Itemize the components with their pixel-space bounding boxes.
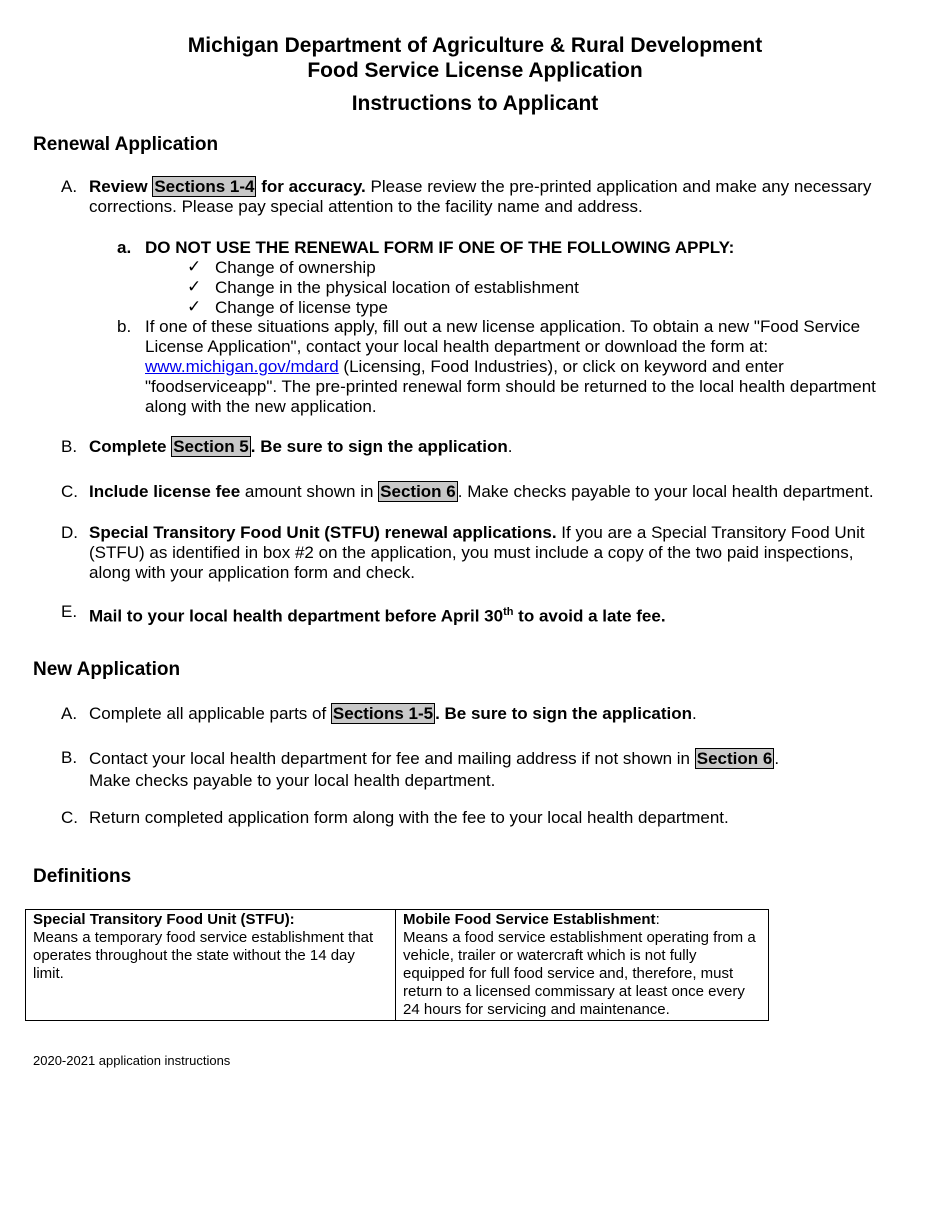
title-line-2: Food Service License Application [307,59,643,82]
sub-b-label: b. [117,317,132,336]
renewal-c-text: Include license fee amount shown in Section 6 . Make checks payable to your local health department. [89,482,874,501]
renewal-a-text: Review Sections 1-4 for accuracy. Please review the pre-printed application and make any necessary corrections. Please pay special attention to the facility name and address. [89,177,872,216]
renewal-a-label: A. [61,177,78,196]
renewal-heading: Renewal Application [33,134,219,155]
renewal-e-label: E. [61,602,78,621]
mobile-description: Means a food service establishment operating from a vehicle, trailer or watercraft which is not fully equipped for full food service and, therefore, must return to a licensed commissary at least once every 24 hours for servicing and maintenance. [403,929,756,1018]
new-b-label: B. [61,748,78,767]
stfu-term: Special Transitory Food Unit (STFU): [33,911,295,928]
check-icon: ✓ [187,277,202,296]
document-title [0,33,950,83]
stfu-definition [26,910,396,1021]
renewal-e-text: Mail to your local health department before April 30th to avoid a late fee. [89,606,666,626]
sub-b-text: If one of these situations apply, fill out a new license application. To obtain a new "Food Service License Application", contact your local health department or download the form at: www.michigan.gov/mdard (Licensing, Food Industries), or click on keyword and enter "foodserviceapp". The pre-printed renewal form should be returned to the local health department along with the new application. [145,317,876,416]
instructions-heading: Instructions to Applicant [351,92,599,115]
new-b-text: Contact your local health department for fee and mailing address if not shown in Section 6 . Make checks payable to your local health department. [89,749,780,790]
new-c-text: Return completed application form along with the fee to your local health department. [89,808,729,827]
sub-a-warning: DO NOT USE THE RENEWAL FORM IF ONE OF THE FOLLOWING APPLY: [145,238,735,257]
footer-note: 2020-2021 application instructions [33,1053,231,1068]
new-a-text: Complete all applicable parts of Sections 1-5 . Be sure to sign the application. [89,704,697,723]
renewal-d-label: D. [61,523,78,542]
section-box: Sections 1-5 [332,704,434,723]
sub-a-label: a. [117,238,132,257]
section-box: Sections 1-4 [154,177,255,196]
section-box: Section 6 [696,749,773,768]
section-box: Section 6 [380,482,456,501]
definitions-heading: Definitions [33,866,132,887]
check-item: Change of license type [215,298,388,317]
title-line-1: Michigan Department of Agriculture & Rural Development [187,34,763,57]
new-application-heading: New Application [33,659,181,680]
renewal-d-text: Special Transitory Food Unit (STFU) renewal applications. If you are a Special Transitory Food Unit (STFU) as identified in box #2 on the application, you must include a copy of the two paid inspections, along with your application form and check. [89,523,865,582]
renewal-c-label: C. [61,482,78,501]
definitions-table [25,909,769,1021]
check-item: Change in the physical location of establishment [215,278,579,297]
check-icon: ✓ [187,257,202,276]
renewal-b-label: B. [61,437,78,456]
new-c-label: C. [61,808,78,827]
section-box: Section 5 [173,437,249,456]
mobile-term: Mobile Food Service Establishment: [403,911,660,928]
mobile-definition [396,910,769,1021]
renewal-b-text: Complete Section 5 . Be sure to sign the application. [89,437,513,456]
check-icon: ✓ [187,297,202,316]
new-a-label: A. [61,704,78,723]
mdard-link[interactable]: www.michigan.gov/mdard [145,357,339,376]
check-item: Change of ownership [215,258,376,277]
stfu-description: Means a temporary food service establishment that operates throughout the state without the 14 day limit. [33,929,374,982]
